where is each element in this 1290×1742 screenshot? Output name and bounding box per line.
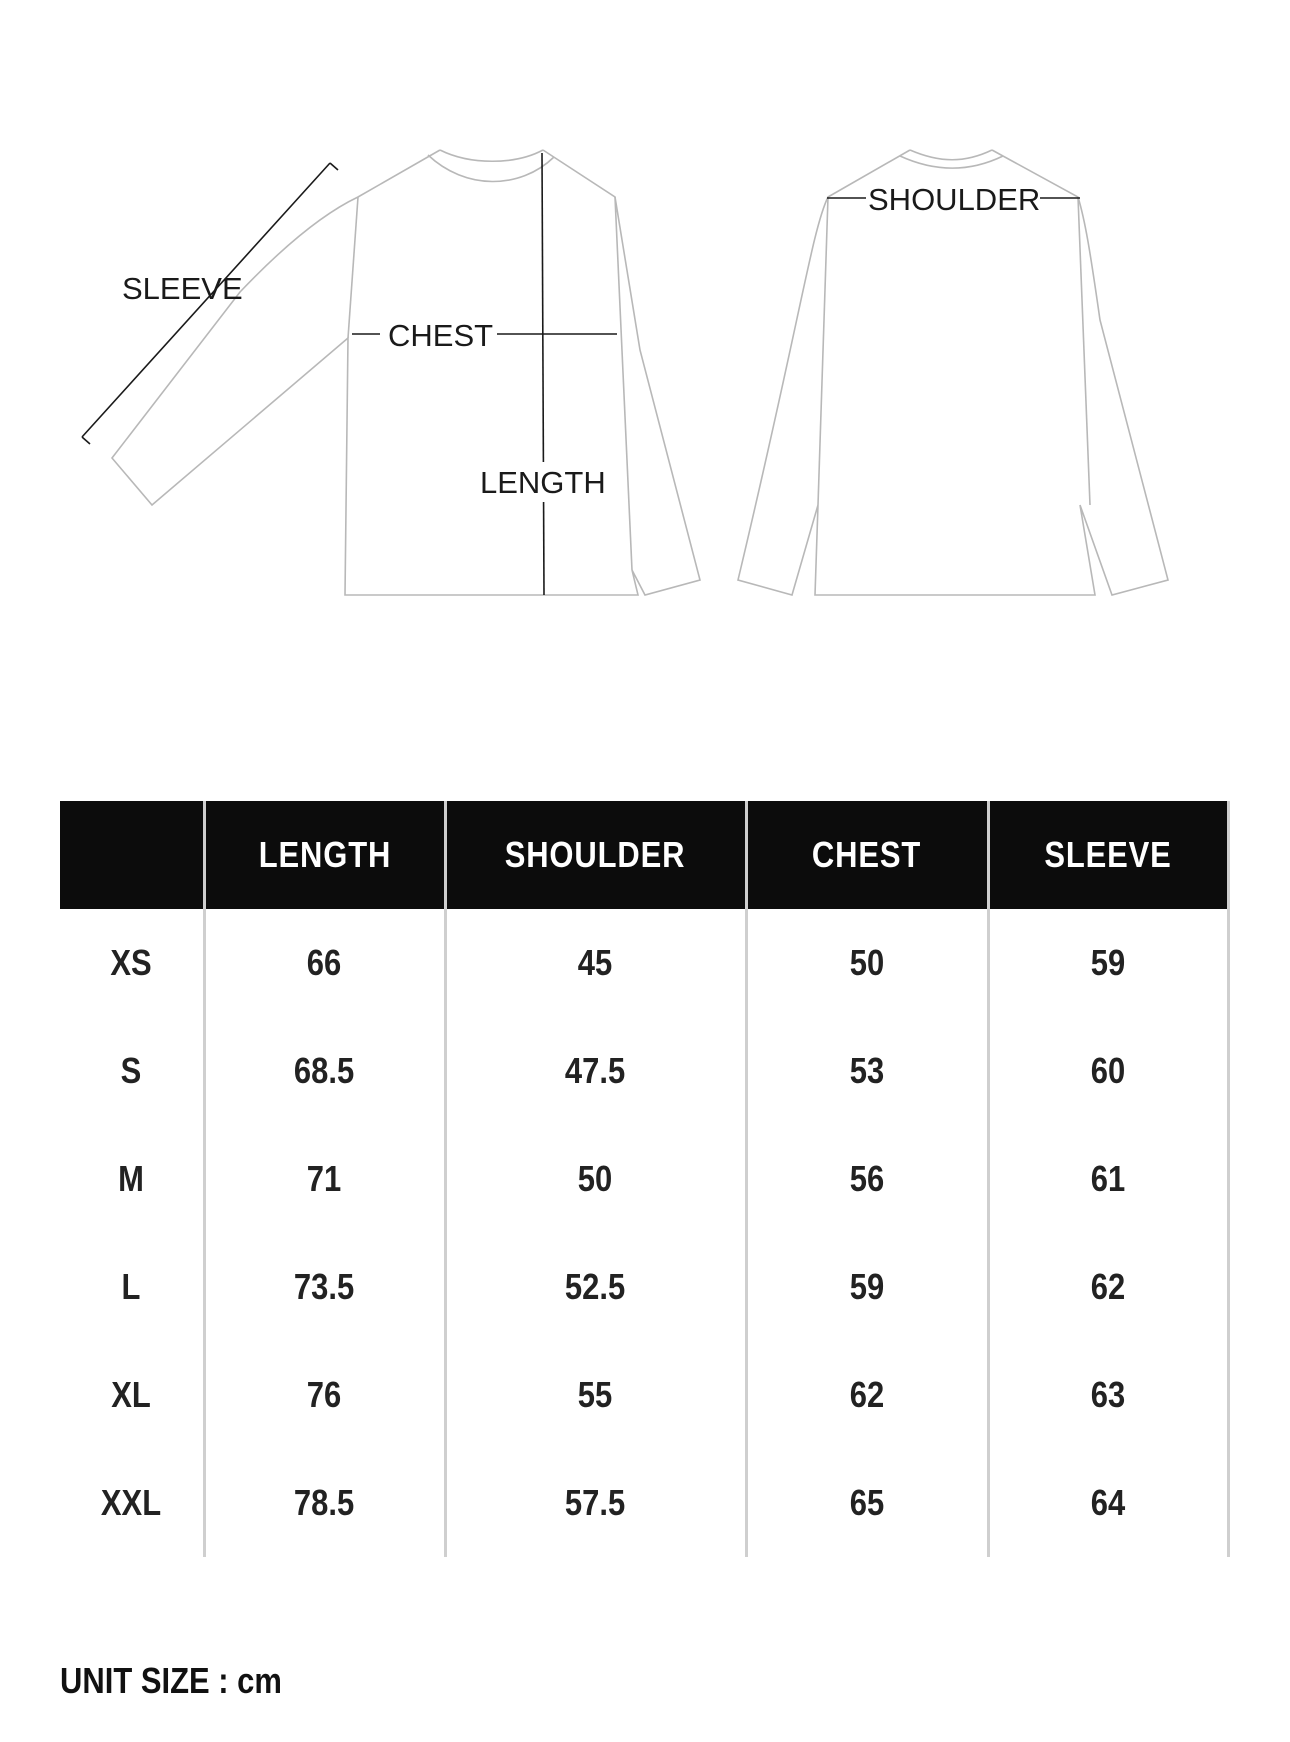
chest-cell: 53 [746, 1017, 988, 1125]
sleeve-cell: 61 [988, 1125, 1228, 1233]
table-row [60, 1125, 1228, 1233]
unit-size-text: UNIT SIZE : cm [60, 1660, 282, 1701]
table-row [60, 1233, 1228, 1341]
table-row [60, 1341, 1228, 1449]
chest-cell: 50 [746, 909, 988, 1017]
length-cell: 68.5 [204, 1017, 445, 1125]
chest-cell: 56 [746, 1125, 988, 1233]
size-cell: XS [110, 942, 152, 983]
sleeve-cell: 63 [988, 1341, 1228, 1449]
chest-cell: 59 [746, 1233, 988, 1341]
chest-label: CHEST [388, 318, 494, 353]
unit-size-note [60, 1660, 318, 1702]
length-measure-line [542, 153, 544, 595]
chest-cell: 65 [746, 1449, 988, 1557]
length-cell: 66 [204, 909, 445, 1017]
shoulder-cell: 50 [445, 1125, 746, 1233]
front-shirt-outline [112, 150, 700, 595]
length-cell: 76 [204, 1341, 445, 1449]
sleeve-cell: 64 [988, 1449, 1228, 1557]
header-chest: CHEST [746, 801, 988, 909]
table-row [60, 1449, 1228, 1557]
sleeve-cell: 59 [988, 909, 1228, 1017]
header-size-column [60, 801, 204, 909]
header-sleeve: SLEEVE [988, 801, 1228, 909]
size-cell: L [121, 1266, 141, 1307]
shoulder-cell: 55 [445, 1341, 746, 1449]
table-header-row [60, 801, 1228, 909]
length-cell: 78.5 [204, 1449, 445, 1557]
chest-cell: 62 [746, 1341, 988, 1449]
shoulder-cell: 47.5 [445, 1017, 746, 1125]
shoulder-cell: 57.5 [445, 1449, 746, 1557]
table-row [60, 909, 1228, 1017]
shoulder-cell: 45 [445, 909, 746, 1017]
size-cell: XXL [101, 1482, 162, 1523]
shoulder-cell: 52.5 [445, 1233, 746, 1341]
size-cell: S [120, 1050, 142, 1091]
length-label: LENGTH [480, 465, 606, 500]
shoulder-label: SHOULDER [868, 182, 1041, 217]
table-row [60, 1017, 1228, 1125]
size-cell: XL [111, 1374, 152, 1415]
garment-measurement-diagram [0, 0, 1290, 700]
sleeve-label: SLEEVE [122, 271, 243, 306]
header-shoulder: SHOULDER [445, 801, 746, 909]
header-length: LENGTH [204, 801, 445, 909]
size-cell: M [118, 1158, 145, 1199]
length-cell: 71 [204, 1125, 445, 1233]
size-chart-table [60, 801, 1230, 1557]
length-cell: 73.5 [204, 1233, 445, 1341]
sleeve-cell: 60 [988, 1017, 1228, 1125]
sleeve-cell: 62 [988, 1233, 1228, 1341]
